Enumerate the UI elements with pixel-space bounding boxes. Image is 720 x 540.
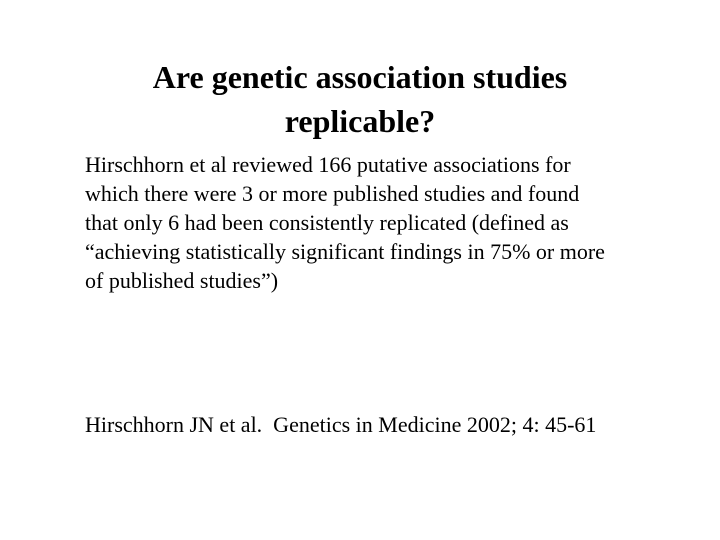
body-line-4: “achieving statistically significant findings in 75% or more (85, 239, 605, 264)
slide-body (85, 150, 685, 295)
body-line-2: which there were 3 or more published studies and found (85, 181, 580, 206)
body-line-5: of published studies”) (85, 268, 279, 293)
slide-title-line-2: replicable? (284, 103, 436, 139)
slide-title-line-1: Are genetic association studies (152, 59, 568, 95)
slide-title (60, 55, 660, 143)
body-line-3: that only 6 had been consistently replicated (defined as (85, 210, 569, 235)
citation: Hirschhorn JN et al. Genetics in Medicine 2002; 4: 45-61 (85, 412, 597, 437)
body-line-1: Hirschhorn et al reviewed 166 putative associations for (85, 152, 571, 177)
